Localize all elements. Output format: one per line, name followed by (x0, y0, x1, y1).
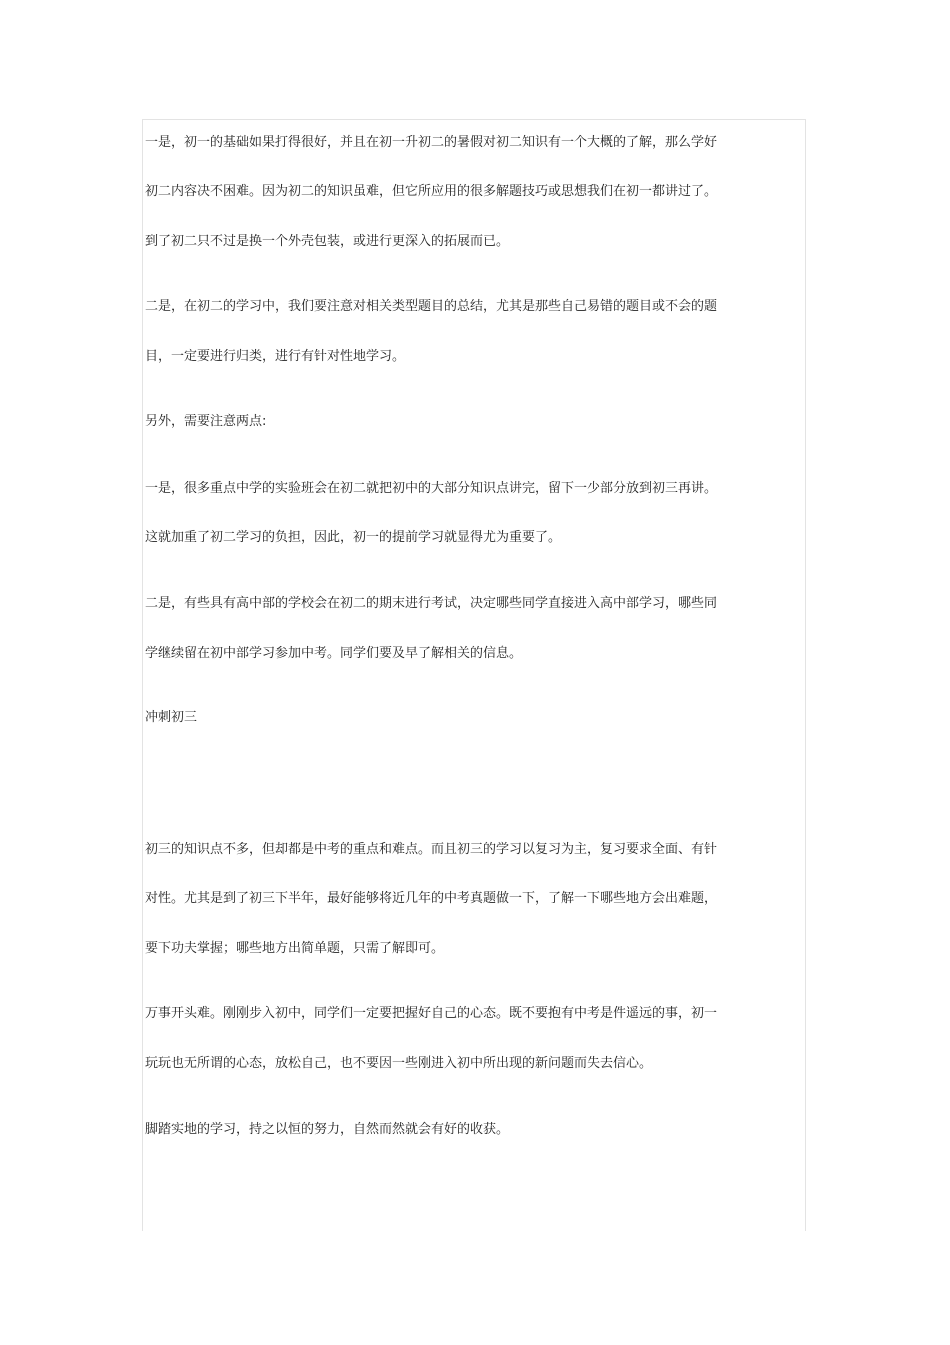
section-heading: 冲刺初三 (145, 710, 198, 725)
text-line: 一是，初一的基础如果打得很好，并且在初一升初二的暑假对初二知识有一个大概的了解，那么学好 (145, 135, 718, 150)
text-line: 初三的知识点不多，但却都是中考的重点和难点。而且初三的学习以复习为主，复习要求全面、有针 (145, 842, 718, 857)
text-line: 另外，需要注意两点: (145, 414, 267, 429)
text-line: 脚踏实地的学习，持之以恒的努力，自然而然就会有好的收获。 (145, 1122, 510, 1137)
text-line: 要下功夫掌握；哪些地方出简单题，只需了解即可。 (145, 941, 445, 956)
text-line: 二是，有些具有高中部的学校会在初二的期末进行考试，决定哪些同学直接进入高中部学习，哪些同 (145, 596, 718, 611)
text-line: 玩玩也无所谓的心态，放松自己，也不要因一些刚进入初中所出现的新问题而失去信心。 (145, 1056, 653, 1071)
text-line: 一是，很多重点中学的实验班会在初二就把初中的大部分知识点讲完，留下一少部分放到初三再讲。 (145, 481, 718, 496)
text-line: 对性。尤其是到了初三下半年，最好能够将近几年的中考真题做一下，了解一下哪些地方会出难题， (145, 891, 718, 906)
text-line: 这就加重了初二学习的负担，因此，初一的提前学习就显得尤为重要了。 (145, 530, 562, 545)
text-line: 万事开头难。刚刚步入初中，同学们一定要把握好自己的心态。既不要抱有中考是件遥远的事，初一 (145, 1006, 718, 1021)
text-line: 学继续留在初中部学习参加中考。同学们要及早了解相关的信息。 (145, 646, 523, 661)
text-line: 初二内容决不困难。因为初二的知识虽难，但它所应用的很多解题技巧或思想我们在初一都讲过了。 (145, 184, 718, 199)
text-line: 二是，在初二的学习中，我们要注意对相关类型题目的总结，尤其是那些自己易错的题目或不会的题 (145, 299, 718, 314)
text-line: 目，一定要进行归类，进行有针对性地学习。 (145, 349, 406, 364)
text-line: 到了初二只不过是换一个外壳包装，或进行更深入的拓展而已。 (145, 234, 510, 249)
